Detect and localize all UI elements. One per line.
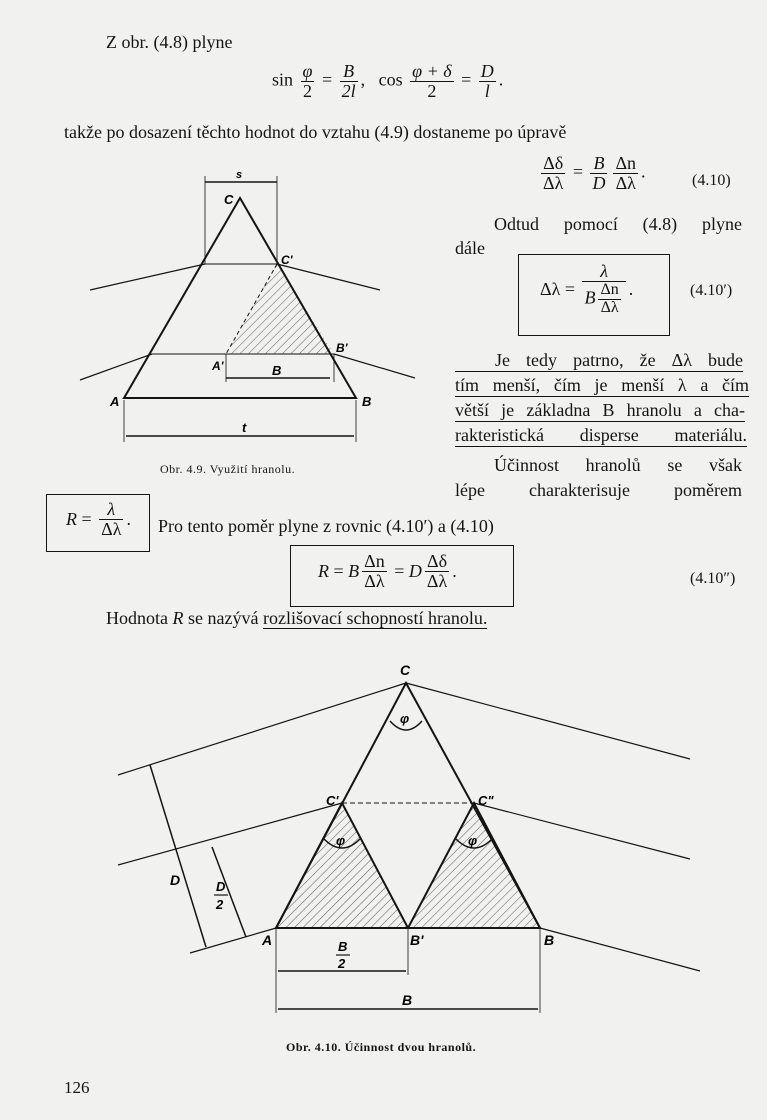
figure-4-10-caption: Obr. 4.10. Účinnost dvou hranolů. [286, 1040, 477, 1054]
para-b-line3: větší je základna B hranolu a cha- [455, 400, 745, 420]
hatched-region [226, 264, 334, 354]
para-b-line1: Je tedy patrno, že Δλ bude [455, 350, 743, 372]
page-number: 126 [64, 1078, 90, 1097]
equation-4-10-prime: Δλ = λ B $\frac{\Delta n}{\Delta\lambda}$ . [540, 261, 634, 316]
fraction-dd-dl: $\frac{\Delta\delta}{\Delta\lambda}$ [543, 153, 564, 193]
fraction-dd-dl: $\frac{\Delta\delta}{\Delta\lambda}$ [426, 551, 448, 591]
fraction-lambda-dlambda: $\frac{\lambda}{\Delta\lambda}$ [101, 499, 122, 539]
figure-4-9-prism [60, 160, 460, 460]
prism-left-hatched [276, 803, 408, 928]
equation-number-4-10-prime: (4.10′) [690, 282, 733, 299]
ray-mid-in [118, 803, 342, 865]
equation-4-10: $\frac{\Delta\delta}{\Delta\lambda}$ = $\frac{B}{D}$ $\frac{\Delta n}{\Delta\lambda}$ . [543, 153, 646, 193]
label-b: B [362, 394, 372, 409]
para-c-line1: Účinnost hranolů se však [494, 455, 742, 475]
fraction-phi-delta-2: $\frac{\varphi + \delta}{2}$ [412, 61, 452, 101]
label-b: B [544, 932, 555, 948]
label-c-prime: C' [281, 253, 293, 267]
ray-top-out [406, 683, 690, 759]
para-b-line2: tím menší, čím je menší λ a čím [455, 375, 749, 395]
figure-4-9-caption: Obr. 4.9. Využití hranolu. [160, 462, 296, 476]
fraction-dn-dl: $\frac{\Delta n}{\Delta\lambda}$ [615, 153, 637, 193]
sin-func: sin [272, 69, 294, 90]
label-phi-right: φ [468, 833, 478, 848]
label-b-prime: B' [410, 932, 424, 948]
ray-out-bottom [334, 354, 415, 378]
eq-sign: = [321, 69, 333, 90]
label-d-half-den: 2 [216, 897, 224, 912]
label-phi-top: φ [400, 711, 410, 726]
figure-4-10-two-prisms [100, 655, 720, 1025]
fraction-lambda: λ B $\frac{\Delta n}{\Delta\lambda}$ [582, 262, 625, 316]
text-odtud: Odtud pomocí (4.8) plyne [494, 214, 742, 234]
label-b-bottom: B [402, 992, 413, 1008]
label-s: s [236, 169, 243, 181]
fraction-phi-2: $\frac{\varphi}{2}$ [302, 61, 313, 101]
label-t: t [242, 420, 247, 435]
prism-right-hatched [408, 803, 540, 928]
label-d: D [170, 872, 181, 888]
period: . [498, 69, 504, 90]
label-d-half-num: D [216, 879, 226, 894]
ray-bottom-out [540, 928, 700, 971]
equation-number-4-10: (4.10) [692, 172, 731, 189]
intro-line: Z obr. (4.8) plyne [106, 32, 233, 52]
text-dale: dále [455, 238, 485, 258]
ray-mid-out [474, 803, 690, 859]
label-phi-left: φ [336, 833, 346, 848]
label-b-half-den: 2 [338, 956, 346, 971]
label-b-prime: B' [336, 341, 348, 355]
label-a: A [110, 394, 120, 409]
equation-r: R = $\frac{\lambda}{\Delta\lambda}$ . [66, 499, 131, 539]
comma: , [360, 69, 366, 90]
para-c-line2: lépe charakterisuje poměrem [455, 480, 742, 500]
label-a: A [262, 932, 273, 948]
fraction-b-2l: $\frac{B}{2l}$ [341, 61, 356, 101]
text-line-substitution: takže po dosazení těchto hodnot do vztahu (4.9) dostaneme po úpravě [64, 122, 567, 142]
label-c: C [400, 662, 411, 678]
cos-func: cos [378, 69, 403, 90]
equation-4-10-double-prime: R = B $\frac{\Delta n}{\Delta\lambda}$ = D $\frac{\Delta\delta}{\Delta\lambda}$ . [318, 551, 457, 591]
ray-out-top [277, 264, 380, 290]
dim-d [150, 765, 206, 947]
term-rozlisovaci-schopnost: rozlišovací schopností hranolu. [262, 608, 488, 628]
label-c: C [224, 192, 234, 207]
para-b-line4: rakteristická disperse materiálu. [455, 425, 747, 445]
equation-sin-cos [272, 62, 503, 101]
ray-top-in [118, 683, 406, 775]
eq-sign: = [461, 69, 472, 90]
label-b-mid: B [272, 363, 282, 378]
fraction-dn-dl: $\frac{\Delta n}{\Delta\lambda}$ [364, 551, 385, 591]
fraction-b-d: $\frac{B}{D}$ [592, 153, 606, 193]
label-b-half-num: B [338, 939, 348, 954]
fraction-d-l: $\frac{D}{l}$ [480, 61, 494, 101]
label-a-prime: A' [212, 359, 224, 373]
equation-number-4-10-double-prime: (4.10″) [690, 570, 736, 587]
text-pro-tento: Pro tento poměr plyne z rovnic (4.10′) a (4.10) [158, 516, 494, 536]
label-c-double-prime: C" [478, 793, 494, 808]
prism-outline [124, 198, 356, 398]
label-c-prime: C' [326, 793, 339, 808]
text-hodnota: Hodnota R se nazývá rozlišovací schopností hranolu. [106, 608, 488, 628]
